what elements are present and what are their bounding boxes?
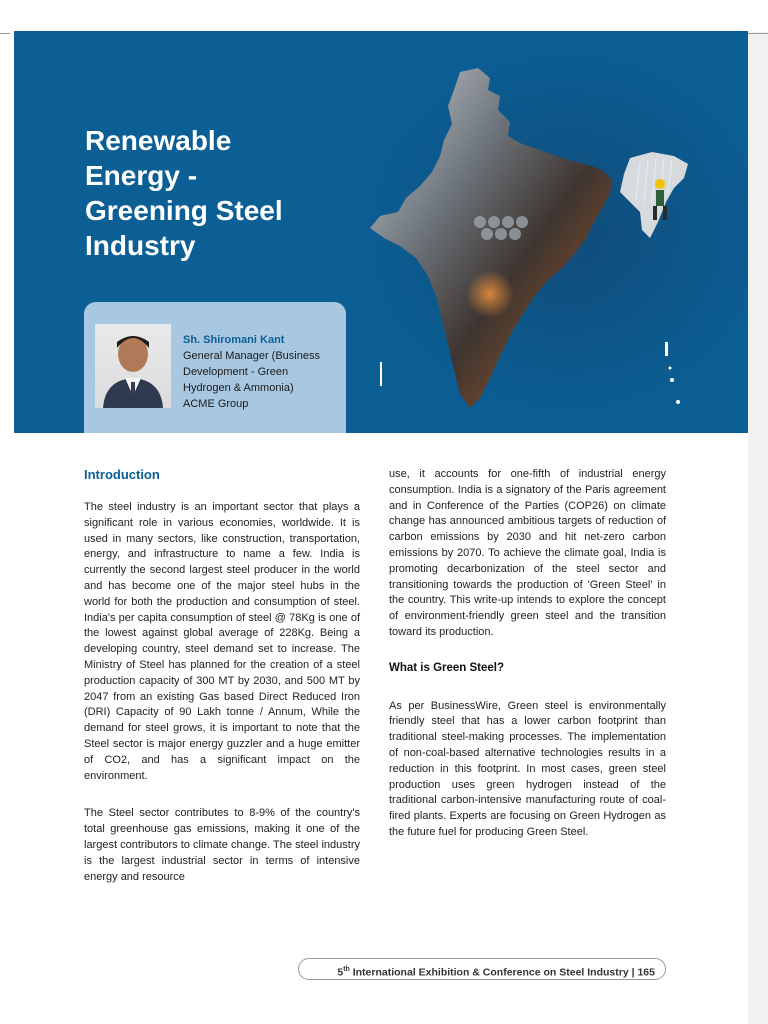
author-role-line: Development - Green: [183, 366, 289, 378]
paragraph: The Steel sector contributes to 8-9% of the country's total greenhouse gas emissions, making it one of the largest contributors to climate change. The steel industry is the largest industrial sector in terms of intensive energy and resource: [84, 807, 360, 883]
author-info: [183, 332, 343, 412]
paragraph: As per BusinessWire, Green steel is environmentally friendly steel that has a lower carbon footprint than traditional steel-making processes. The implementation of non-coal-based alternative technologies results in a reduction in this footprint. In most cases, green steel production uses green hydrogen instead of the traditional carbon-intensive manufacturing route of coal-fired plants. Experts are focusing on Green Hydrogen as the future fuel for producing Green Steel.: [389, 699, 666, 838]
author-role-line: General Manager (Business: [183, 350, 320, 362]
title-line: Greening Steel: [85, 195, 283, 226]
paragraph: use, it accounts for one-fifth of industrial energy consumption. India is a signatory of the Paris agreement and in Conference of the Parties (COP26) on climate change has announced ambitious targets of reduction of carbon emissions by 2030 and hit net-zero carbon emissions by 2070. To achieve the climate goal, India is promoting decarbonization of the steel sector and transitioning towards the production of 'Green Steel' in the country. This write-up intends to explore the concept of environment-friendly green steel and the transition toward its production.: [389, 468, 666, 638]
section-heading-green-steel: What is Green Steel?: [389, 661, 505, 674]
author-role-line: Hydrogen & Ammonia): [183, 382, 294, 394]
article-title: [85, 123, 355, 263]
footer-edition: 5: [337, 966, 344, 979]
india-northeast-shape: [620, 152, 688, 238]
avatar: [95, 324, 171, 408]
india-map-graphic: [340, 32, 700, 422]
author-photo: [95, 324, 171, 408]
top-rule: [0, 33, 10, 34]
author-name: Sh. Shiromani Kant: [183, 334, 285, 346]
india-map-illustration: [340, 32, 700, 422]
section-heading-introduction: Introduction: [84, 467, 160, 482]
page-number: 165: [637, 966, 655, 979]
footer-edition-suffix: th: [343, 966, 350, 973]
title-line: Industry: [85, 230, 196, 261]
author-card: [84, 302, 346, 433]
article-column-right: [389, 467, 666, 855]
top-rule: [748, 33, 768, 34]
paragraph: The steel industry is an important sector that plays a significant role in various economies, worldwide. It is used in many sectors, like construction, transportation, energy, and infrastructure to name a few. India is currently the second largest steel producer in the world and has become one of the major steel hubs in the world for both the production and consumption of steel. India's per capita consumption of steel @ 78Kg is one of the lowest against global average of 228Kg. Being a developing country, steel demand set to increase. The Ministry of Steel has planned for the creation of a steel production capacity of 300 MT by 2030, and 500 MT by 2047 from an existing Gas based Direct Reduced Iron (DRI) Capacity of 90 Lakh tonne / Annum, While the demand for steel grows, it is important to note that the Steel sector is major energy guzzler and a huge emitter of CO2, and has a significant impact on the environment.: [84, 501, 360, 782]
author-organization: ACME Group: [183, 398, 249, 410]
footer-event: International Exhibition & Conference on Steel Industry: [352, 966, 629, 979]
title-line: Renewable: [85, 125, 232, 156]
footer-separator: |: [631, 966, 635, 979]
island-markers: [380, 342, 680, 404]
article-column-left: [84, 500, 360, 899]
page-footer: [298, 958, 666, 980]
molten-steel-glow: [466, 270, 514, 318]
title-line: Energy -: [85, 160, 198, 191]
page-edge: [748, 32, 768, 1024]
